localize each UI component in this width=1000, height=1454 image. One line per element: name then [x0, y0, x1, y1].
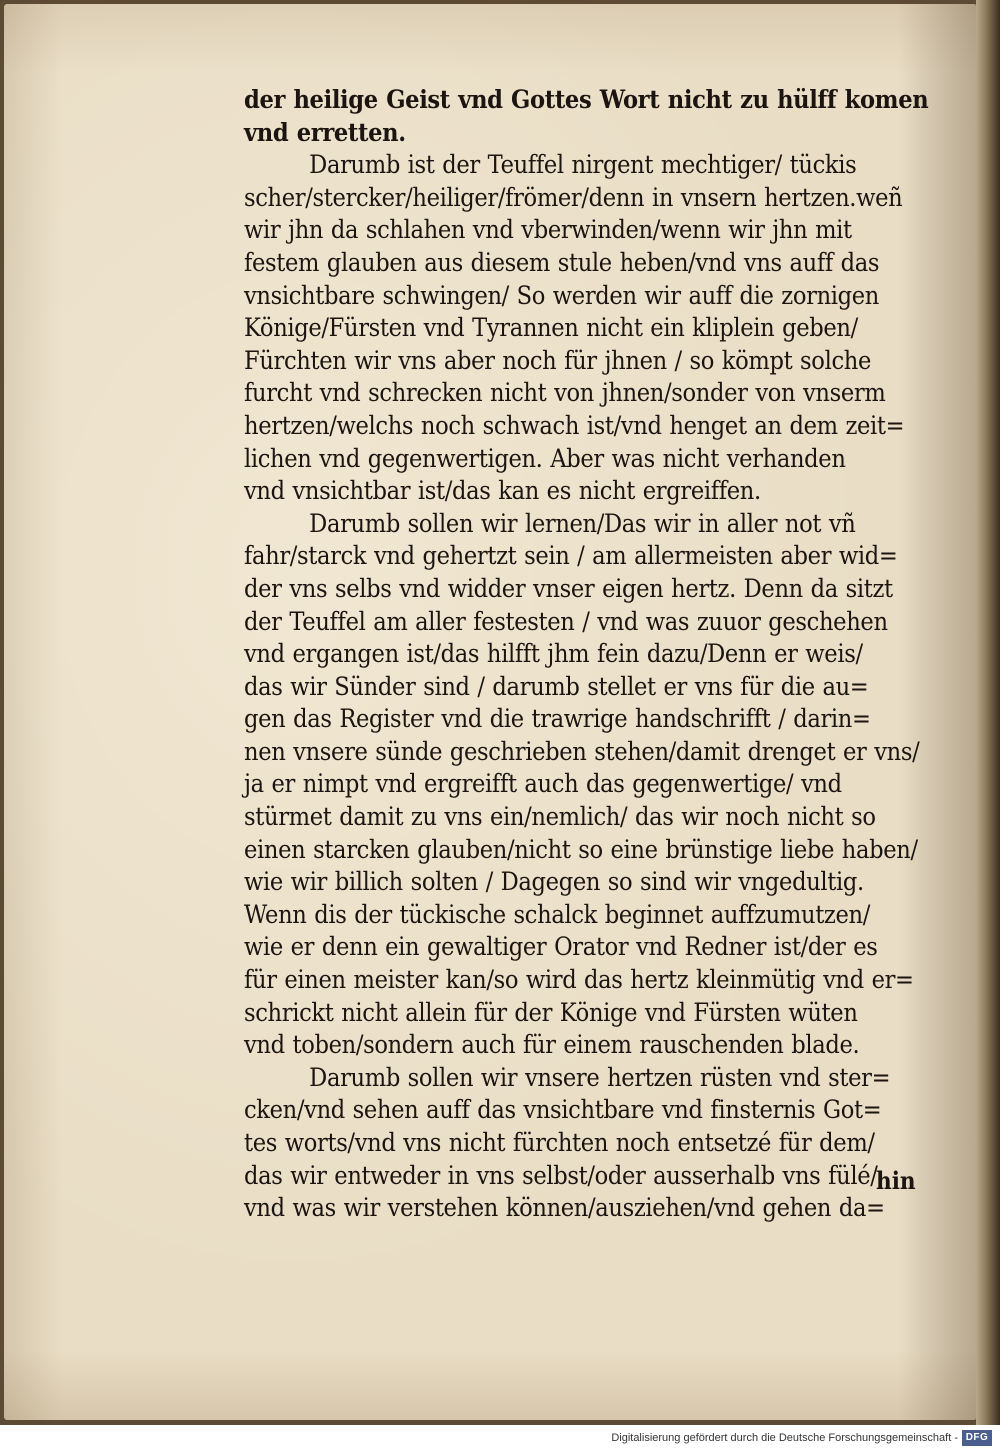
page-text	[244, 84, 944, 1225]
text-line: vnd ergangen ist/das hilfft jhm fein dazu/Denn er weis/	[244, 639, 863, 669]
text-line: der heilige Geist vnd Gottes Wort nicht zu hülff komen	[244, 85, 929, 114]
text-line: der vns selbs vnd widder vnser eigen hertz. Denn da sitzt	[244, 573, 893, 603]
text-line: cken/vnd sehen auff das vnsichtbare vnd finsternis Got=	[244, 1095, 882, 1125]
text-line: tes worts/vnd vns nicht fürchten noch entsetzé für dem/	[244, 1128, 875, 1157]
catchword: hin	[876, 1166, 916, 1195]
text-line: für einen meister kan/so wird das hertz kleinmütig vnd er=	[244, 965, 914, 995]
text-line: scher/stercker/heiliger/frömer/denn in vnsern hertzen.weñ	[244, 182, 903, 212]
text-line: gen das Register vnd die trawrige handschrifft / darin=	[244, 704, 871, 734]
funding-credit: Digitalisierung gefördert durch die Deutsche Forschungsgemeinschaft -	[611, 1432, 958, 1444]
text-line: Darumb sollen wir vnsere hertzen rüsten vnd ster=	[309, 1062, 891, 1092]
text-line: festem glauben aus diesem stule heben/vnd vns auff das	[244, 247, 880, 277]
text-line: das wir Sünder sind / darumb stellet er vns für die au=	[244, 671, 869, 701]
text-line: Fürchten wir vns aber noch für jhnen / so kömpt solche	[244, 345, 871, 375]
text-line: vnsichtbare schwingen/ So werden wir auff die zornigen	[244, 280, 880, 310]
text-line: wie er denn ein gewaltiger Orator vnd Redner ist/der es	[244, 932, 878, 962]
text-line: wie wir billich solten / Dagegen so sind wir vngedultig.	[244, 867, 864, 897]
text-line: vnd vnsichtbar ist/das kan es nicht ergreiffen.	[244, 476, 761, 506]
dfg-logo-icon: DFG	[962, 1430, 992, 1446]
footer-bar	[0, 1425, 1000, 1454]
text-line: Wenn dis der tückische schalck beginnet auffzumutzen/	[244, 899, 870, 929]
text-line: Darumb ist der Teuffel nirgent mechtiger/ tückis	[309, 150, 857, 180]
text-line: hertzen/welchs noch schwach ist/vnd henget an dem zeit=	[244, 410, 905, 440]
text-line: das wir entweder in vns selbst/oder ausserhalb vns fülé/	[244, 1160, 878, 1190]
book-edge	[976, 0, 1000, 1425]
text-line: lichen vnd gegenwertigen. Aber was nicht verhanden	[244, 443, 846, 473]
book-page	[4, 4, 976, 1420]
text-line: Könige/Fürsten vnd Tyrannen nicht ein kliplein geben/	[244, 313, 858, 343]
text-line: stürmet damit zu vns ein/nemlich/ das wir noch nicht so	[244, 802, 876, 832]
text-line: wir jhn da schlahen vnd vberwinden/wenn wir jhn mit	[244, 215, 852, 245]
text-line: nen vnsere sünde geschrieben stehen/damit drenget er vns/	[244, 736, 920, 766]
text-line: einen starcken glauben/nicht so eine brünstige liebe haben/	[244, 834, 918, 864]
text-line: schrickt nicht allein für der Könige vnd Fürsten wüten	[244, 997, 858, 1027]
text-line: ja er nimpt vnd ergreifft auch das gegenwertige/ vnd	[244, 769, 842, 799]
text-line: vnd was wir verstehen können/ausziehen/vnd gehen da=	[244, 1193, 885, 1223]
text-line: Darumb sollen wir lernen/Das wir in aller not vñ	[309, 508, 856, 538]
text-line: vnd erretten.	[244, 117, 406, 147]
text-line: vnd toben/sondern auch für einem rauschenden blade.	[244, 1030, 860, 1060]
text-line: fahr/starck vnd gehertzt sein / am allermeisten aber wid=	[244, 541, 898, 571]
text-line: der Teuffel am aller festesten / vnd was zuuor geschehen	[244, 606, 888, 636]
text-line: furcht vnd schrecken nicht von jhnen/sonder von vnserm	[244, 378, 886, 408]
